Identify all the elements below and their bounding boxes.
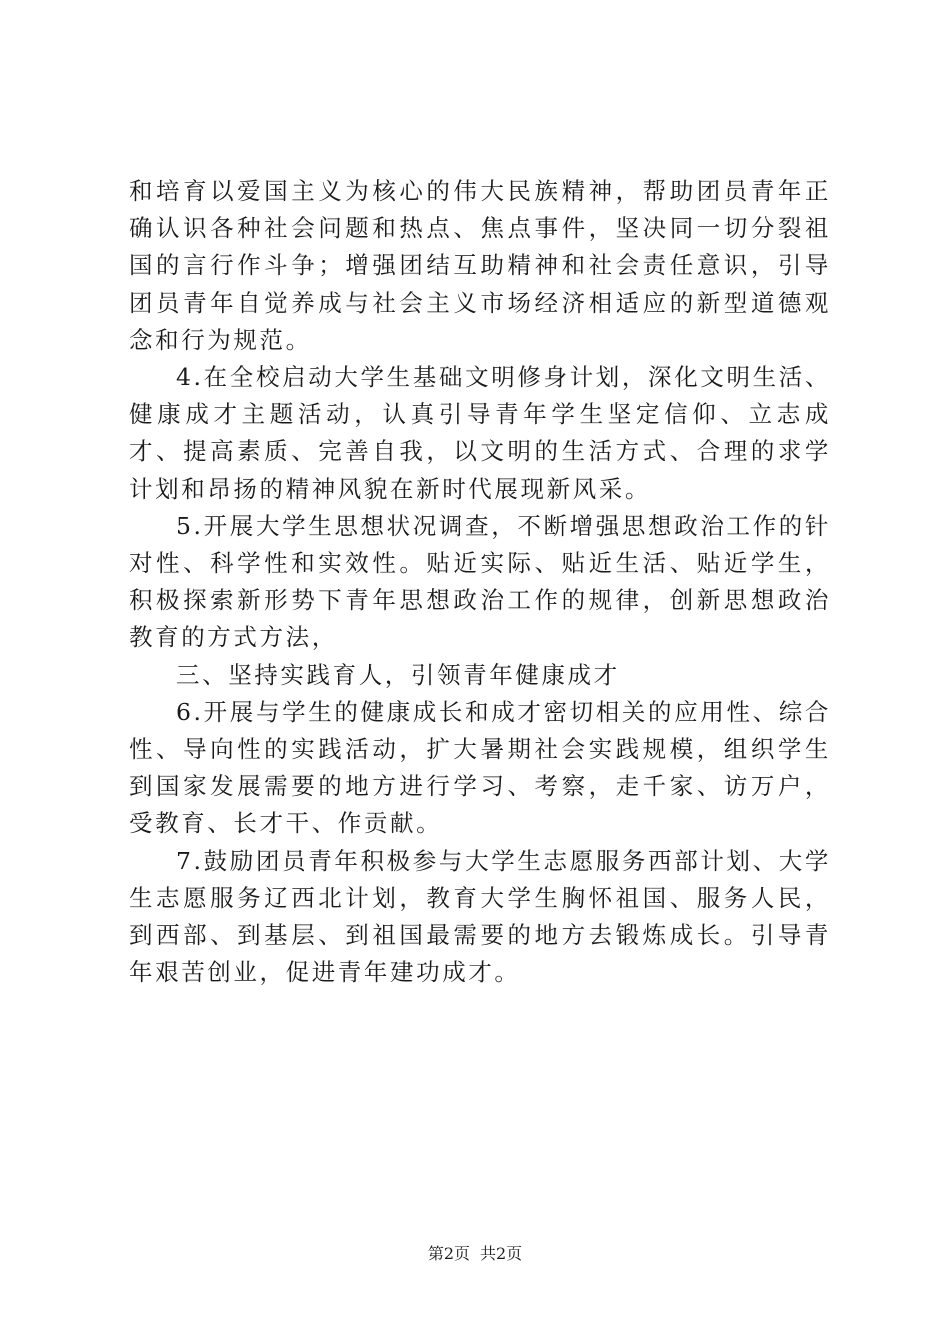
section-heading-3: 三、坚持实践育人，引领青年健康成才	[176, 660, 620, 689]
paragraph-item-5: 5.开展大学生思想状况调查，不断增强思想政治工作的针对性、科学性和实效性。贴近实际、贴近生活、贴近学生，积极探索新形势下青年思想政治工作的规律，创新思想政治教育的方式方法，	[129, 511, 831, 652]
page-footer	[0, 1244, 950, 1264]
paragraph-item-4: 4.在全校启动大学生基础文明修身计划，深化文明生活、健康成才主题活动，认真引导青年学生坚定信仰、立志成才、提高素质、完善自我，以文明的生活方式、合理的求学计划和昂扬的精神风貌在新时代展现新风采。	[129, 363, 831, 503]
document-body	[129, 173, 831, 991]
page-number: 第2页	[427, 1244, 470, 1263]
paragraph-continuation: 和培育以爱国主义为核心的伟大民族精神，帮助团员青年正确认识各种社会问题和热点、焦点事件，坚决同一切分裂祖国的言行作斗争；增强团结互助精神和社会责任意识，引导团员青年自觉养成与社会主义市场经济相适应的新型道德观念和行为规范。	[129, 177, 831, 354]
paragraph-item-6: 6.开展与学生的健康成长和成才密切相关的应用性、综合性、导向性的实践活动，扩大暑期社会实践规模，组织学生到国家发展需要的地方进行学习、考察，走千家、访万户，受教育、长才干、作贡献。	[129, 697, 831, 838]
page-total: 共2页	[480, 1244, 523, 1263]
paragraph-item-7: 7.鼓励团员青年积极参与大学生志愿服务西部计划、大学生志愿服务辽西北计划，教育大学生胸怀祖国、服务人民，到西部、到基层、到祖国最需要的地方去锻炼成长。引导青年艰苦创业，促进青年建功成才。	[129, 846, 831, 987]
